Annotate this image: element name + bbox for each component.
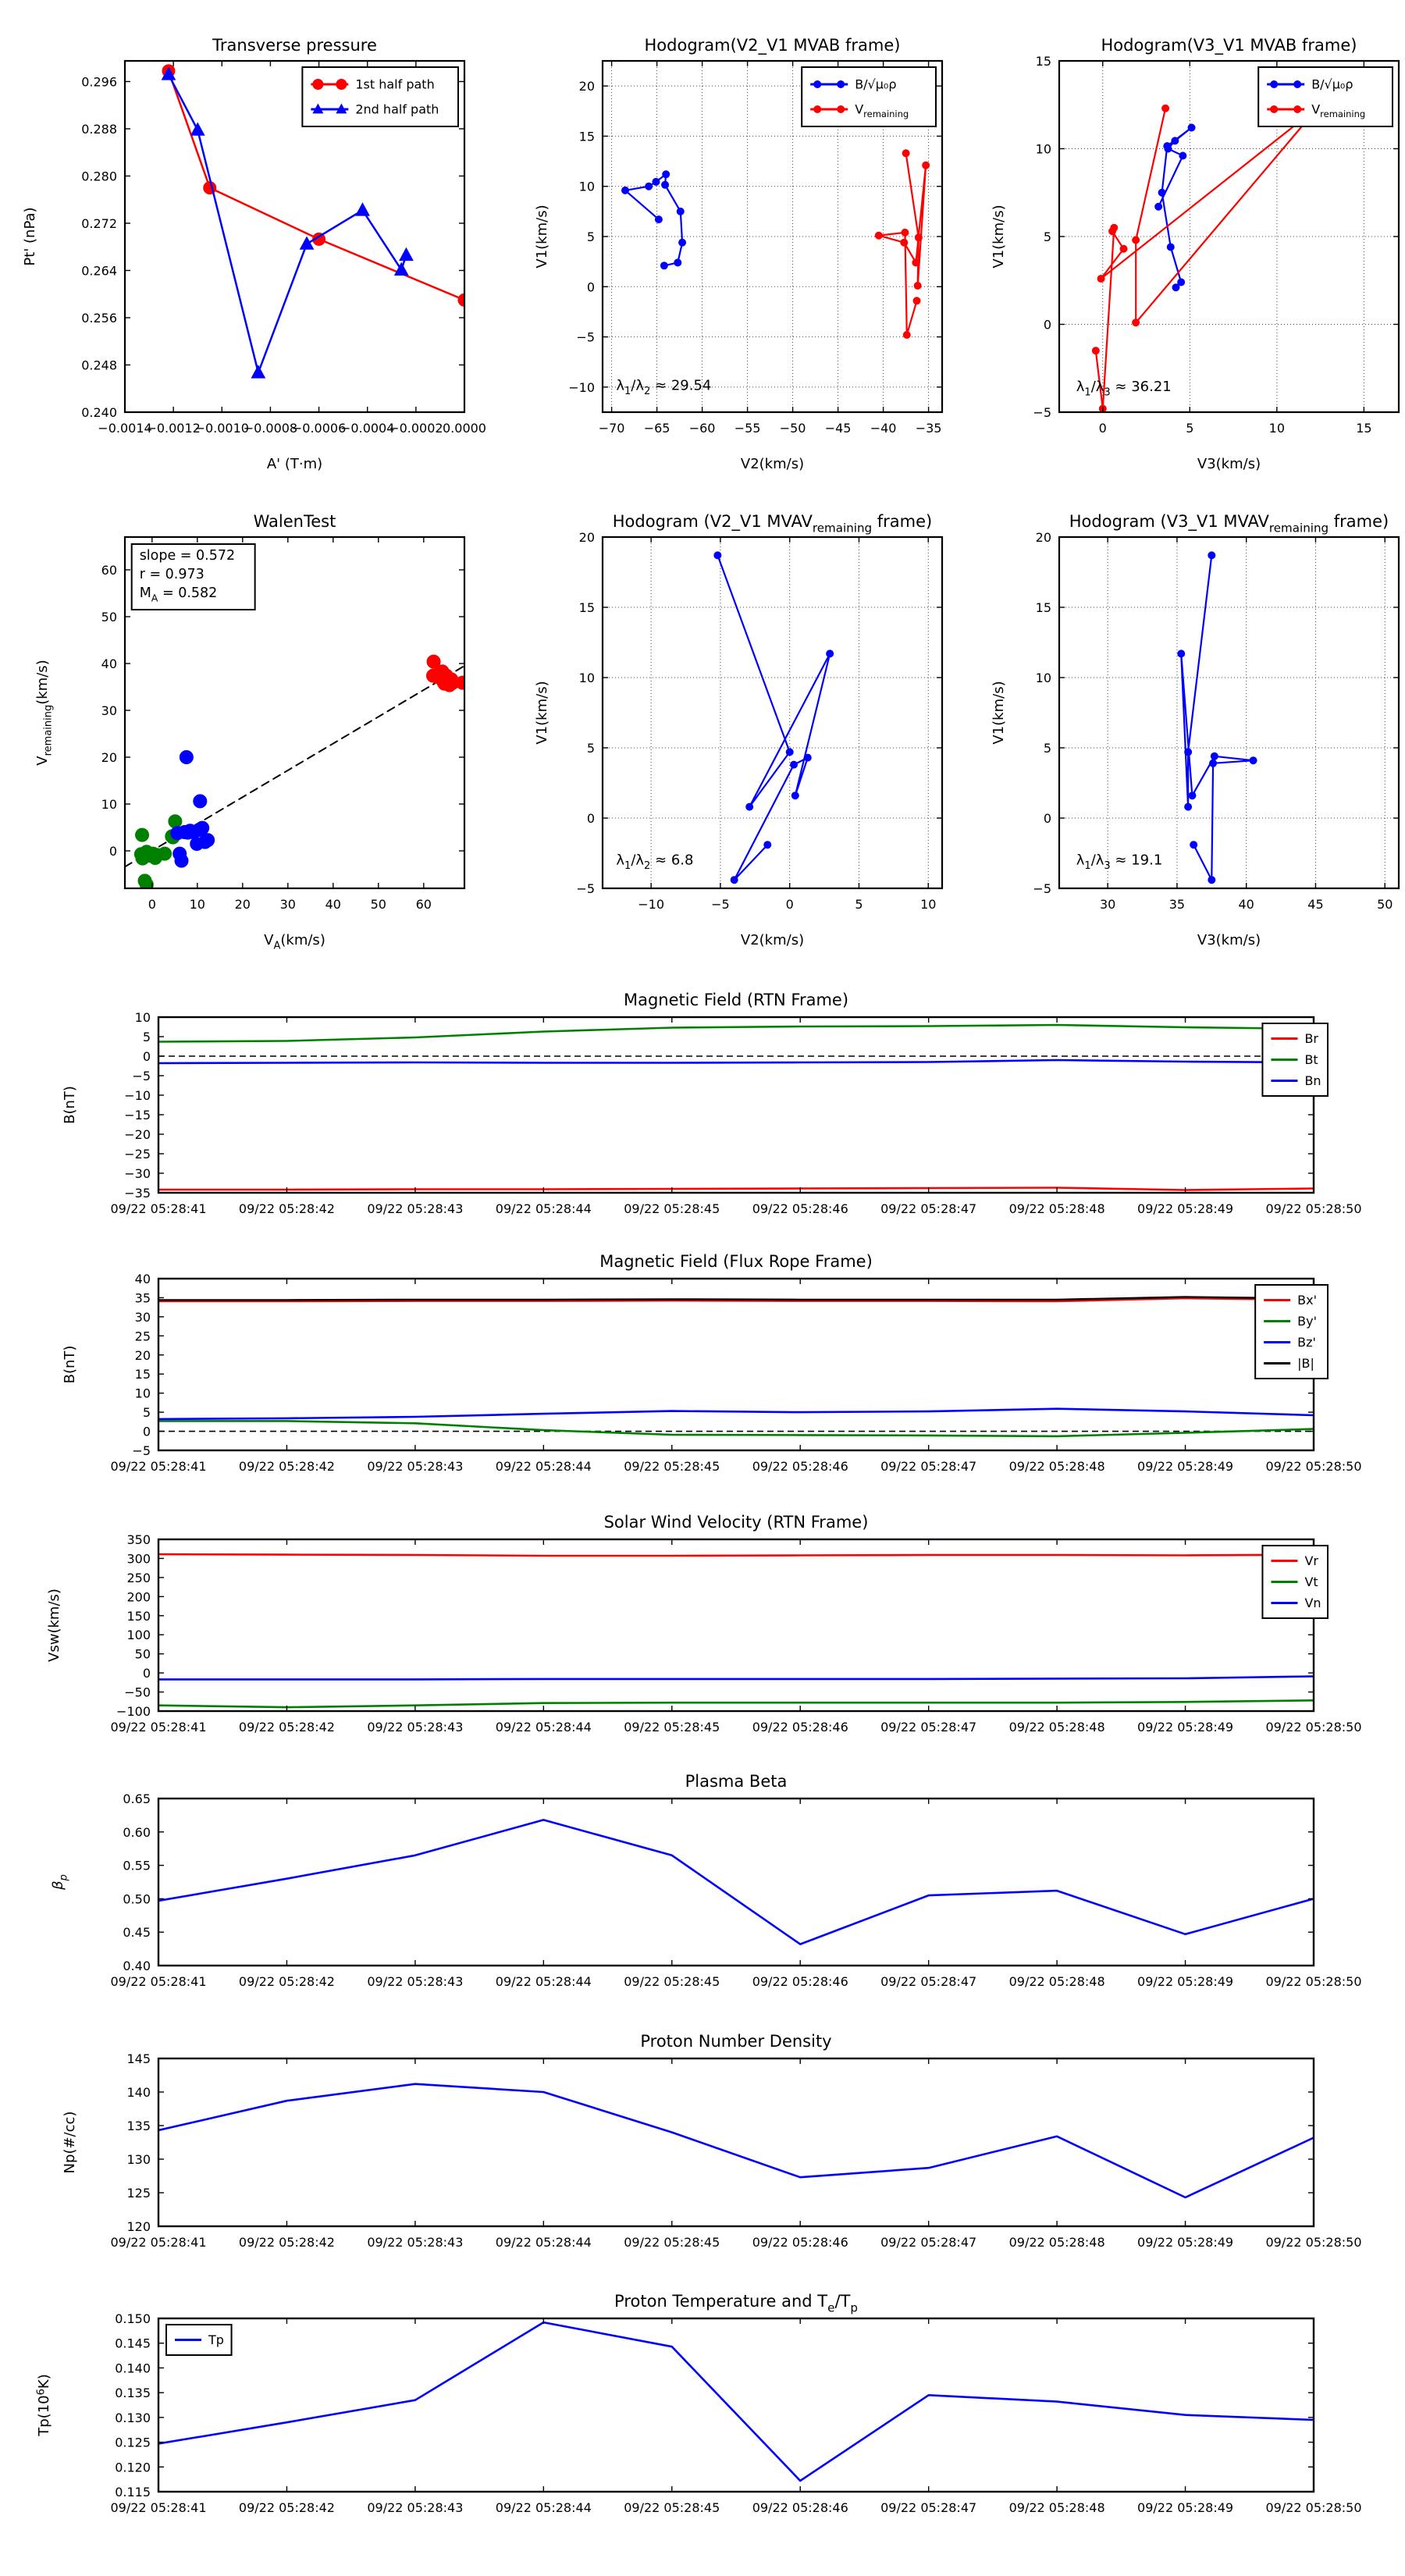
x-tick-label: −55 — [734, 421, 761, 436]
y-axis-label: V1(km/s) — [534, 205, 550, 269]
x-tick-label: 09/22 05:28:43 — [367, 1974, 464, 1989]
x-tick-label: 09/22 05:28:41 — [110, 1974, 207, 1989]
x-tick-label: 09/22 05:28:48 — [1008, 1974, 1105, 1989]
y-tick-label: 0 — [586, 811, 595, 826]
panel-title: Hodogram(V3_V1 MVAB frame) — [1101, 36, 1357, 55]
x-axis-label: A' (T·m) — [266, 456, 323, 472]
lambda-annotation: $\lambda_1/\lambda_2 \approx 6.8$ — [616, 852, 694, 872]
y-tick-label: 0 — [142, 1424, 151, 1439]
y-tick-label: 0.65 — [123, 1791, 151, 1806]
x-tick-label: 09/22 05:28:41 — [110, 2235, 207, 2250]
y-tick-label: 100 — [126, 1628, 151, 1643]
y-tick-label: 20 — [101, 750, 117, 765]
x-tick-label: 09/22 05:28:48 — [1008, 2235, 1105, 2250]
x-tick-label: −5 — [711, 897, 730, 912]
x-tick-label: 09/22 05:28:47 — [880, 1720, 977, 1735]
y-tick-label: 0.40 — [123, 1959, 151, 1973]
lambda-annotation: $\lambda_1/\lambda_3 \approx 36.21$ — [1076, 379, 1172, 399]
x-tick-label: 09/22 05:28:43 — [367, 1720, 464, 1735]
panel-proton-temperature — [0, 2276, 1405, 2528]
y-tick-label: 0 — [142, 1666, 151, 1681]
y-tick-label: 50 — [101, 610, 117, 624]
x-tick-label: 09/22 05:28:41 — [110, 1201, 207, 1216]
x-tick-label: 09/22 05:28:42 — [238, 1201, 335, 1216]
y-axis-label: B(nT) — [62, 1086, 78, 1124]
series-Tp — [158, 2322, 1314, 2481]
y-tick-label: 0.135 — [115, 2386, 151, 2401]
y-tick-label: 20 — [1035, 530, 1051, 545]
y-tick-label: 0 — [1043, 811, 1051, 826]
markers-B/√μ₀ρ — [1155, 124, 1195, 291]
x-tick-label: 10 — [189, 897, 205, 912]
panel-magnetic-field-rtn — [0, 976, 1405, 1222]
series-V_{remaining} — [1181, 555, 1253, 880]
x-tick-label: −10 — [638, 897, 665, 912]
x-tick-label: 09/22 05:28:50 — [1265, 2235, 1362, 2250]
y-tick-label: 0.55 — [123, 1858, 151, 1873]
series-group — [158, 1820, 1314, 1944]
x-tick-label: 09/22 05:28:50 — [1265, 1974, 1362, 1989]
y-tick-label: 30 — [101, 703, 117, 718]
x-tick-label: 09/22 05:28:47 — [880, 1201, 977, 1216]
x-tick-label: 45 — [1307, 897, 1324, 912]
legend-label: Tp — [208, 2332, 224, 2347]
y-tick-label: −10 — [124, 1088, 151, 1103]
panel-title: Transverse pressure — [212, 36, 377, 55]
y-tick-label: 40 — [134, 1272, 151, 1286]
y-tick-label: 15 — [1035, 54, 1051, 69]
x-tick-label: 0 — [1098, 421, 1107, 436]
legend-label: B/√μ₀ρ — [855, 76, 897, 92]
legend-label: Bx' — [1297, 1292, 1318, 1308]
x-tick-label: 09/22 05:28:42 — [238, 1720, 335, 1735]
legend-label: By' — [1297, 1313, 1318, 1329]
y-tick-label: −5 — [576, 329, 595, 345]
y-tick-label: 150 — [126, 1608, 151, 1624]
y-tick-label: 0.240 — [81, 405, 117, 420]
series-group — [714, 552, 834, 884]
y-axis-label: $Tp(10^6K)$ — [35, 2374, 52, 2436]
x-tick-label: 09/22 05:28:46 — [752, 1201, 848, 1216]
x-tick-label: 09/22 05:28:42 — [238, 2500, 335, 2515]
x-tick-label: −50 — [779, 421, 806, 436]
x-tick-label: 09/22 05:28:46 — [752, 1974, 848, 1989]
x-tick-label: 09/22 05:28:47 — [880, 1974, 977, 1989]
y-tick-label: 0.115 — [115, 2485, 151, 2500]
panel-title: Solar Wind Velocity (RTN Frame) — [603, 1513, 869, 1532]
x-tick-label: 10 — [1268, 421, 1286, 436]
legend-label: $V_{remaining}$ — [855, 101, 909, 120]
y-tick-label: −30 — [124, 1166, 151, 1181]
x-tick-label: −70 — [598, 421, 625, 436]
y-tick-label: 300 — [126, 1551, 151, 1567]
stats-text: slope = 0.572 — [139, 548, 236, 564]
y-tick-label: 5 — [142, 1405, 151, 1421]
x-tick-label: 09/22 05:28:46 — [752, 1720, 848, 1735]
x-tick-label: 5 — [855, 897, 863, 912]
x-tick-label: 09/22 05:28:46 — [752, 1459, 848, 1474]
x-tick-label: 09/22 05:28:48 — [1008, 1459, 1105, 1474]
y-tick-label: 250 — [126, 1570, 151, 1585]
y-tick-label: 120 — [126, 2219, 151, 2234]
y-tick-label: 0.296 — [81, 74, 117, 90]
x-tick-label: 09/22 05:28:42 — [238, 2235, 335, 2250]
lambda-annotation: $\lambda_1/\lambda_2 \approx 29.54$ — [616, 377, 712, 398]
y-tick-label: 5 — [1043, 741, 1051, 756]
y-axis-label: V1(km/s) — [534, 681, 550, 745]
markers-V_{remaining} — [1178, 552, 1257, 884]
markers-blue points — [171, 751, 215, 868]
y-tick-label: 15 — [578, 129, 595, 144]
y-tick-label: −5 — [132, 1069, 151, 1083]
x-tick-label: 09/22 05:28:41 — [110, 2500, 207, 2515]
y-tick-label: 5 — [142, 1030, 151, 1044]
x-tick-label: 09/22 05:28:41 — [110, 1459, 207, 1474]
y-tick-label: 200 — [126, 1589, 151, 1605]
y-tick-label: 10 — [578, 671, 595, 685]
y-tick-label: 15 — [134, 1367, 151, 1382]
legend-label: $V_{remaining}$ — [1311, 101, 1366, 120]
x-tick-label: 09/22 05:28:43 — [367, 1201, 464, 1216]
x-tick-label: 09/22 05:28:45 — [624, 1459, 720, 1474]
y-tick-label: 145 — [126, 2051, 151, 2066]
x-tick-label: 10 — [920, 897, 937, 912]
y-tick-label: −100 — [116, 1704, 151, 1719]
x-tick-label: 09/22 05:28:48 — [1008, 2500, 1105, 2515]
legend-label: 2nd half path — [355, 101, 439, 117]
panel-title: Hodogram(V2_V1 MVAB frame) — [644, 36, 901, 55]
y-tick-label: 140 — [126, 2085, 151, 2100]
y-tick-label: −5 — [1033, 881, 1051, 896]
hodogram_v2v1_mvab-plot — [492, 31, 948, 506]
y-tick-label: 0.272 — [81, 215, 117, 231]
x-tick-label: 09/22 05:28:44 — [495, 1720, 592, 1735]
y-tick-label: 0.288 — [81, 121, 117, 137]
y-tick-label: 40 — [101, 656, 117, 671]
panel-hodogram-v3v1-mvab — [948, 31, 1405, 506]
y-tick-label: −50 — [124, 1685, 151, 1700]
x-tick-label: 09/22 05:28:42 — [238, 1974, 335, 1989]
y-tick-label: 0.264 — [81, 263, 117, 279]
legend-label: Bt — [1304, 1051, 1318, 1067]
y-axis-label: B(nT) — [62, 1345, 78, 1384]
x-tick-label: 09/22 05:28:49 — [1137, 2235, 1234, 2250]
x-tick-label: −0.0004 — [340, 421, 395, 436]
panel-transverse-pressure — [16, 31, 492, 506]
x-tick-label: 09/22 05:28:47 — [880, 2500, 977, 2515]
y-tick-label: 60 — [101, 563, 117, 578]
y-tick-label: 0.256 — [81, 310, 117, 326]
y-tick-label: 350 — [126, 1532, 151, 1547]
panel-title: Hodogram (V3_V1 $MVAV_{remaining}$ frame) — [1069, 512, 1389, 535]
x-tick-label: 09/22 05:28:43 — [367, 2500, 464, 2515]
transverse_pressure-plot — [16, 31, 492, 506]
x-tick-label: 09/22 05:28:45 — [624, 1974, 720, 1989]
y-tick-label: 0 — [142, 1049, 151, 1064]
legend-label: Vn — [1304, 1595, 1321, 1610]
panel-hodogram-v3v1-mvav — [948, 507, 1405, 976]
series-Br — [158, 1188, 1314, 1190]
y-tick-label: 10 — [1035, 141, 1051, 157]
panel-hodogram-v2v1-mvav — [492, 507, 948, 976]
series-Vn — [158, 1677, 1314, 1680]
plasma_beta-plot — [0, 1756, 1405, 2000]
x-tick-label: 09/22 05:28:45 — [624, 2500, 720, 2515]
panel-walen-test — [16, 507, 492, 976]
series-group — [1092, 103, 1322, 412]
x-tick-label: 09/22 05:28:50 — [1265, 1720, 1362, 1735]
y-axis-label: $V_{remaining}(km/s)$ — [34, 660, 55, 766]
x-tick-label: 09/22 05:28:42 — [238, 1459, 335, 1474]
x-tick-label: 09/22 05:28:44 — [495, 1459, 592, 1474]
x-tick-label: 5 — [1186, 421, 1194, 436]
legend-label: Br — [1304, 1030, 1319, 1046]
legend-label: |B| — [1297, 1355, 1314, 1371]
series-Bt — [158, 1025, 1314, 1042]
legend — [1255, 1285, 1328, 1379]
panel-hodogram-v2v1-mvab — [492, 31, 948, 506]
y-axis-label: Pt' (nPa) — [22, 207, 38, 266]
x-tick-label: 0 — [148, 897, 156, 912]
stats-text: $M_A = 0.582$ — [139, 585, 218, 604]
y-axis-label: V1(km/s) — [991, 681, 1007, 745]
series-group — [158, 2084, 1314, 2197]
x-tick-label: 50 — [370, 897, 386, 912]
x-tick-label: 0 — [785, 897, 794, 912]
y-tick-label: 10 — [101, 797, 117, 812]
y-tick-label: 135 — [126, 2119, 151, 2133]
legend-label: B/√μ₀ρ — [1311, 76, 1353, 92]
stats-text: r = 0.973 — [139, 567, 205, 582]
y-tick-label: −25 — [124, 1147, 151, 1162]
series-Bn — [158, 1060, 1314, 1063]
x-tick-label: −0.0010 — [194, 421, 249, 436]
y-axis-label: V1(km/s) — [991, 205, 1007, 269]
legend-label: 1st half path — [355, 76, 435, 92]
series-V_{remaining} — [1096, 107, 1319, 409]
hodogram_v3v1_mvab-plot — [948, 31, 1405, 506]
x-tick-label: −40 — [870, 421, 897, 436]
proton_number_density-plot — [0, 2016, 1405, 2260]
x-tick-label: 09/22 05:28:46 — [752, 2235, 848, 2250]
y-tick-label: 0.120 — [115, 2460, 151, 2475]
x-tick-label: 30 — [279, 897, 296, 912]
panel-title: Magnetic Field (Flux Rope Frame) — [599, 1252, 873, 1271]
y-tick-label: 25 — [134, 1329, 151, 1344]
legend-label: Bn — [1304, 1073, 1321, 1088]
x-tick-label: 0.0000 — [443, 421, 486, 436]
y-tick-label: 10 — [134, 1010, 151, 1025]
walen_test-plot — [16, 507, 492, 976]
y-tick-label: 0.150 — [115, 2311, 151, 2326]
x-tick-label: 09/22 05:28:45 — [624, 1201, 720, 1216]
magnetic_field_rtn-plot — [0, 976, 1405, 1222]
y-tick-label: 10 — [578, 179, 595, 194]
y-tick-label: 5 — [1043, 229, 1051, 244]
y-tick-label: 15 — [578, 600, 595, 615]
series-group — [158, 2322, 1314, 2481]
series-Np — [158, 2084, 1314, 2197]
y-tick-label: 0.280 — [81, 169, 117, 184]
panel-proton-number-density — [0, 2016, 1405, 2260]
x-tick-label: −0.0002 — [389, 421, 443, 436]
x-tick-label: 09/22 05:28:47 — [880, 2235, 977, 2250]
y-tick-label: 20 — [134, 1347, 151, 1363]
y-tick-label: 0.248 — [81, 358, 117, 373]
y-tick-label: 0 — [586, 279, 595, 295]
y-tick-label: 5 — [586, 229, 595, 244]
x-tick-label: 09/22 05:28:43 — [367, 1459, 464, 1474]
panel-title: Hodogram (V2_V1 $MVAV_{remaining}$ frame) — [612, 512, 933, 535]
y-tick-label: 0.145 — [115, 2336, 151, 2351]
x-tick-label: −60 — [688, 421, 716, 436]
legend-label: Bz' — [1297, 1334, 1316, 1350]
x-tick-label: 09/22 05:28:45 — [624, 1720, 720, 1735]
hodogram_v2v1_mvav-plot — [492, 507, 948, 976]
x-tick-label: 09/22 05:28:44 — [495, 2500, 592, 2515]
x-tick-label: 09/22 05:28:45 — [624, 2235, 720, 2250]
markers-V_{remaining} — [714, 552, 834, 884]
series-Vt — [158, 1700, 1314, 1707]
legend-label: Vr — [1304, 1553, 1318, 1568]
series-group — [125, 655, 469, 891]
x-tick-label: −0.0014 — [98, 421, 152, 436]
markers-red points — [426, 655, 469, 692]
y-tick-label: 35 — [134, 1290, 151, 1306]
x-tick-label: 30 — [1099, 897, 1116, 912]
x-tick-label: 60 — [415, 897, 432, 912]
x-tick-label: −45 — [824, 421, 852, 436]
x-tick-label: −0.0006 — [291, 421, 347, 436]
lambda-annotation: $\lambda_1/\lambda_3 \approx 19.1$ — [1076, 852, 1163, 872]
x-axis-label: V3(km/s) — [1197, 456, 1261, 472]
y-tick-label: 50 — [134, 1646, 151, 1662]
y-axis-label: $\beta_p$ — [50, 1874, 70, 1890]
panel-title: Proton Number Density — [640, 2032, 832, 2051]
y-tick-label: 10 — [1035, 671, 1051, 685]
y-tick-label: −5 — [1033, 405, 1051, 420]
series-beta_p — [158, 1820, 1314, 1944]
x-tick-label: 09/22 05:28:48 — [1008, 1201, 1105, 1216]
x-axis-label: V2(km/s) — [740, 932, 805, 948]
series-group — [622, 150, 930, 339]
magnetic_field_flux_rope-plot — [0, 1237, 1405, 1483]
x-tick-label: 20 — [234, 897, 251, 912]
x-tick-label: 40 — [1238, 897, 1254, 912]
x-tick-label: 09/22 05:28:46 — [752, 2500, 848, 2515]
series-Vr — [158, 1554, 1314, 1556]
series-Bz' — [158, 1409, 1314, 1419]
proton_temperature-plot — [0, 2276, 1405, 2528]
y-tick-label: −35 — [124, 1186, 151, 1201]
y-tick-label: −5 — [576, 881, 595, 896]
series-group — [158, 1025, 1314, 1190]
y-tick-label: −5 — [132, 1443, 151, 1458]
y-tick-label: 0.45 — [123, 1925, 151, 1941]
x-tick-label: −0.0012 — [146, 421, 201, 436]
x-tick-label: 09/22 05:28:41 — [110, 1720, 207, 1735]
x-tick-label: 15 — [1356, 421, 1372, 436]
x-axis-label: V2(km/s) — [740, 456, 805, 472]
y-tick-label: 0.140 — [115, 2361, 151, 2376]
x-axis-label: $V_A(km/s)$ — [264, 932, 325, 952]
x-tick-label: 09/22 05:28:49 — [1137, 1201, 1234, 1216]
y-tick-label: 0.50 — [123, 1891, 151, 1907]
y-tick-label: 20 — [578, 79, 595, 94]
x-tick-label: 40 — [325, 897, 341, 912]
series-group — [158, 1554, 1314, 1707]
y-tick-label: 0 — [108, 844, 117, 859]
x-tick-label: 35 — [1168, 897, 1186, 912]
y-tick-label: 0.130 — [115, 2410, 151, 2425]
x-tick-label: 09/22 05:28:47 — [880, 1459, 977, 1474]
x-tick-label: 09/22 05:28:44 — [495, 1201, 592, 1216]
x-tick-label: 50 — [1377, 897, 1393, 912]
y-axis-label: Vsw(km/s) — [46, 1589, 62, 1662]
y-tick-label: 20 — [578, 530, 595, 545]
x-tick-label: 09/22 05:28:44 — [495, 1974, 592, 1989]
y-tick-label: 130 — [126, 2152, 151, 2167]
series-B/√μ₀ρ — [625, 174, 682, 265]
x-tick-label: 09/22 05:28:48 — [1008, 1720, 1105, 1735]
y-tick-label: 0 — [1043, 317, 1051, 333]
y-tick-label: 0.60 — [123, 1824, 151, 1840]
x-tick-label: 09/22 05:28:49 — [1137, 1459, 1234, 1474]
y-tick-label: −10 — [568, 379, 595, 395]
x-axis-label: V3(km/s) — [1197, 932, 1261, 948]
series-group — [158, 1297, 1314, 1436]
x-tick-label: 09/22 05:28:49 — [1137, 2500, 1234, 2515]
y-tick-label: 15 — [1035, 600, 1051, 615]
x-tick-label: 09/22 05:28:50 — [1265, 1201, 1362, 1216]
x-tick-label: 09/22 05:28:43 — [367, 2235, 464, 2250]
panel-title: WalenTest — [253, 512, 336, 531]
series-By' — [158, 1421, 1314, 1436]
hodogram_v3v1_mvav-plot — [948, 507, 1405, 976]
panel-title: Plasma Beta — [685, 1772, 788, 1791]
y-tick-label: 125 — [126, 2186, 151, 2201]
legend-label: Vt — [1304, 1574, 1318, 1589]
series-V_{remaining} — [717, 555, 830, 880]
x-tick-label: 09/22 05:28:44 — [495, 2235, 592, 2250]
panel-plasma-beta — [0, 1756, 1405, 2000]
x-tick-label: 09/22 05:28:49 — [1137, 1720, 1234, 1735]
y-tick-label: 30 — [134, 1309, 151, 1325]
y-axis-label: Np(#/cc) — [62, 2111, 78, 2174]
x-tick-label: −0.0008 — [243, 421, 298, 436]
y-tick-label: −15 — [124, 1108, 151, 1123]
x-tick-label: −35 — [915, 421, 942, 436]
y-tick-label: 10 — [134, 1386, 151, 1401]
x-tick-label: 09/22 05:28:50 — [1265, 2500, 1362, 2515]
panel-title: Magnetic Field (RTN Frame) — [623, 991, 849, 1009]
solar_wind_velocity_rtn-plot — [0, 1497, 1405, 1745]
x-tick-label: −65 — [643, 421, 670, 436]
y-tick-label: 5 — [586, 741, 595, 756]
series-group — [1178, 552, 1257, 884]
panel-title: Proton Temperature and $T_e/T_p$ — [614, 2292, 858, 2315]
panel-solar-wind-velocity — [0, 1497, 1405, 1745]
markers-B/√μ₀ρ — [622, 171, 686, 269]
y-tick-label: 0.125 — [115, 2435, 151, 2450]
x-tick-label: 09/22 05:28:50 — [1265, 1459, 1362, 1474]
panel-magnetic-field-flux-rope — [0, 1237, 1405, 1483]
y-tick-label: −20 — [124, 1127, 151, 1142]
x-tick-label: 09/22 05:28:49 — [1137, 1974, 1234, 1989]
